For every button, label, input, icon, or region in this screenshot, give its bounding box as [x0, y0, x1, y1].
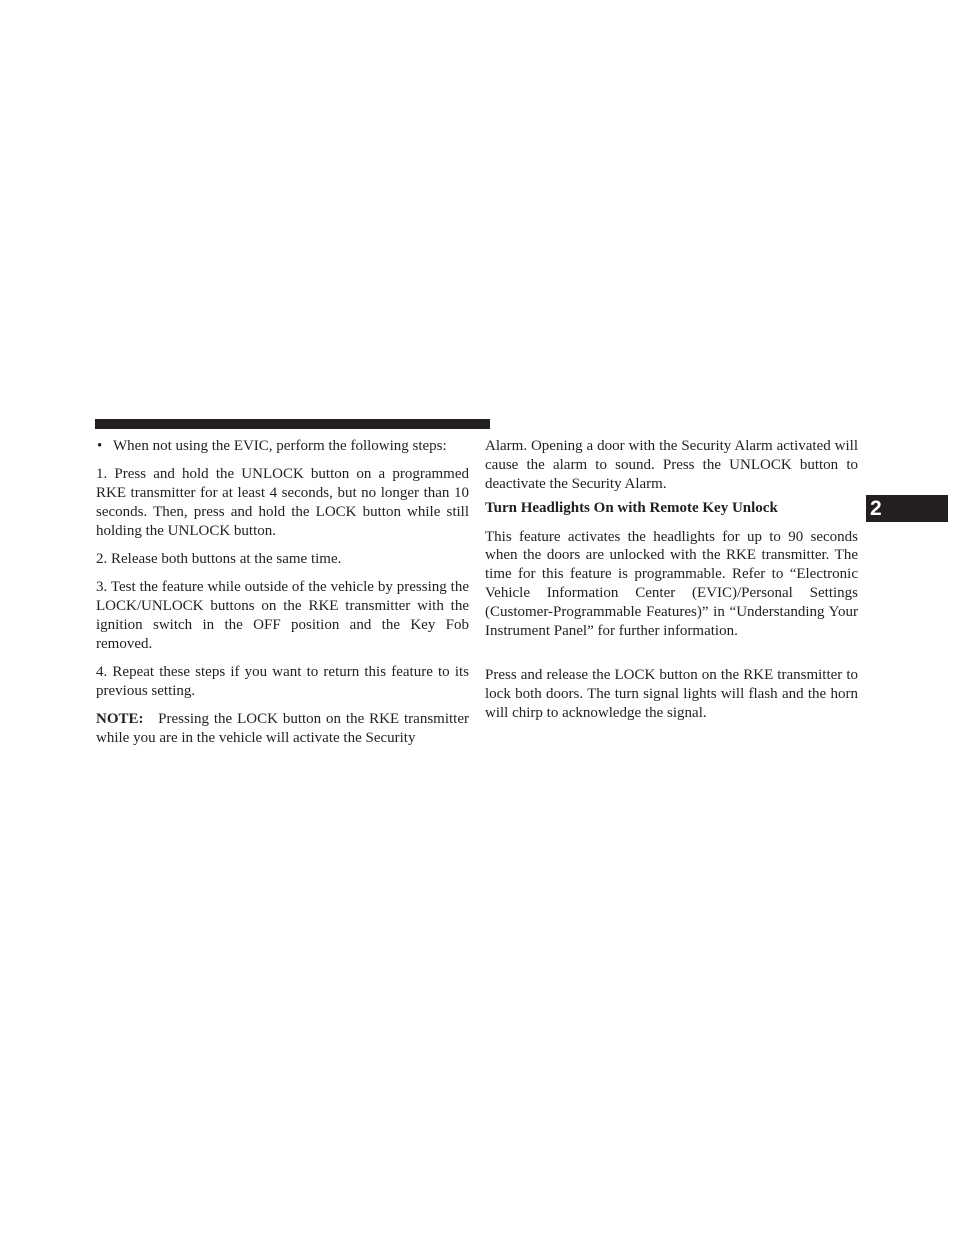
left-column [96, 437, 469, 757]
bullet-item [96, 437, 469, 456]
step-2: 2. Release both buttons at the same time. [96, 550, 342, 567]
section-heading: Turn Headlights On with Remote Key Unlock [485, 500, 778, 517]
step-4: 4. Repeat these steps if you want to return this feature to its previous setting. [96, 663, 469, 699]
continuation-paragraph: Alarm. Opening a door with the Security Alarm activated will cause the alarm to sound. Press the UNLOCK button to deactivate the Security Alarm. [485, 438, 858, 492]
bullet-text: When not using the EVIC, perform the following steps: [113, 438, 447, 454]
note-paragraph [96, 710, 469, 748]
note-text: Pressing the LOCK button on the RKE transmitter while you are in the vehicle will activate the Security [96, 711, 469, 746]
note-label: NOTE: [96, 711, 144, 728]
chapter-number: 2 [870, 497, 882, 520]
section-rule [95, 419, 490, 429]
step-1: 1. Press and hold the UNLOCK button on a programmed RKE transmitter for at least 4 seconds, but no longer than 10 seconds. Then, press and hold the LOCK button while still holding the UNLOCK button. [96, 466, 469, 539]
chapter-tab [866, 495, 948, 522]
headlights-paragraph: This feature activates the headlights for up to 90 seconds when the doors are unlocked with the RKE transmitter. The time for this feature is programmable. Refer to “Electronic Vehicle Information Center (EVIC)/Personal Settings (Customer-Programmable Features)” in “Understanding Your Instrument Panel” for further information. [485, 528, 858, 639]
lock-paragraph: Press and release the LOCK button on the RKE transmitter to lock both doors. The turn signal lights will flash and the horn will chirp to acknowledge the signal. [485, 667, 858, 722]
bullet-icon: • [97, 438, 103, 454]
step-3: 3. Test the feature while outside of the vehicle by pressing the LOCK/UNLOCK buttons on the RKE transmitter with the ignition switch in the OFF position and the Key Fob removed. [96, 579, 469, 652]
right-column [485, 437, 858, 732]
